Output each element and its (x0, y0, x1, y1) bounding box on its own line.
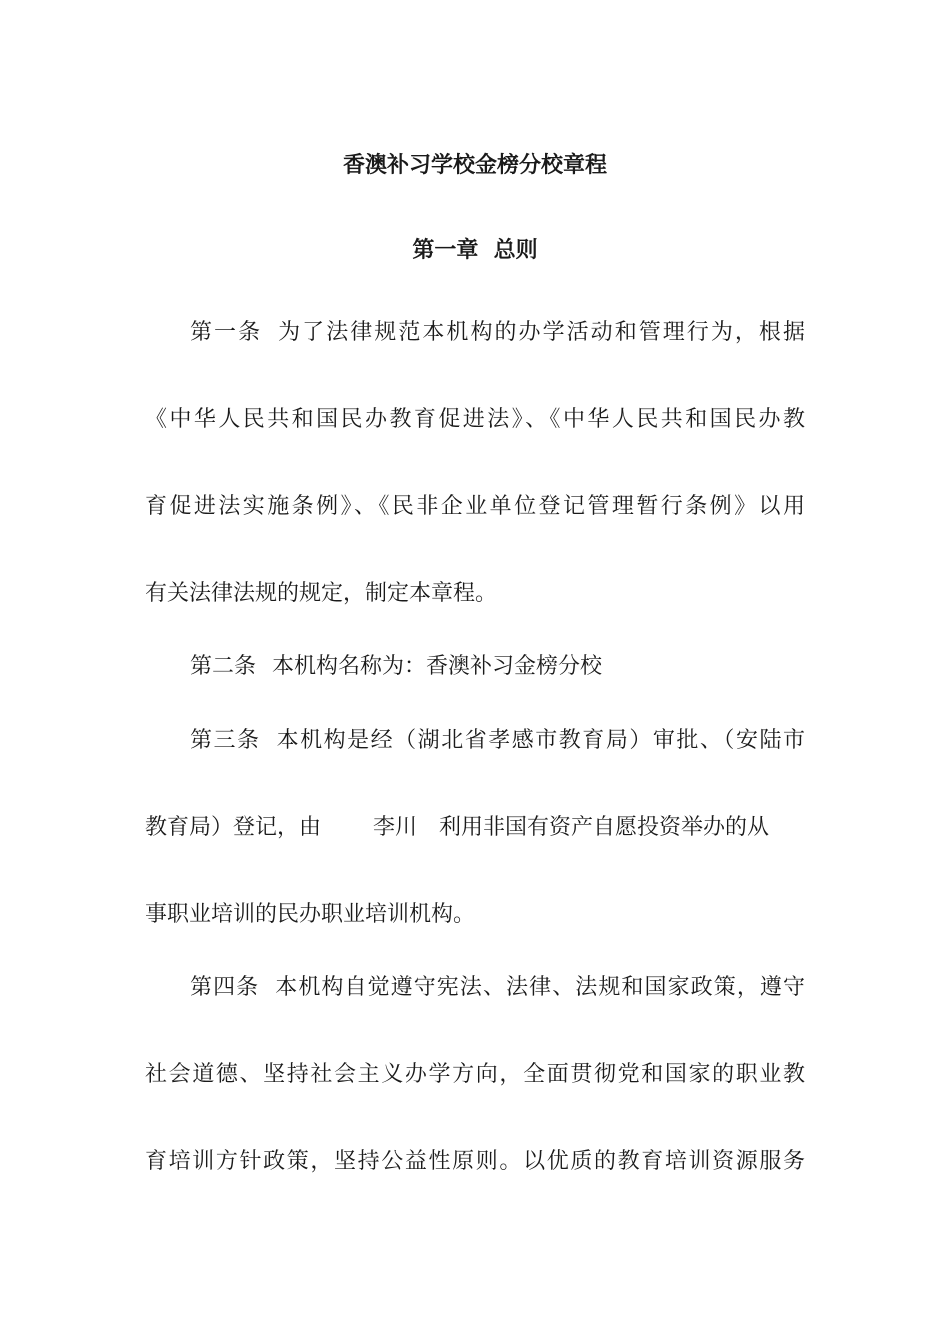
document-title: 香澳补习学校金榜分校章程 (342, 153, 607, 178)
article-3-text-2-post: 利用非国有资产自愿投资举办的从 (439, 815, 770, 840)
founder-name: 李川 (373, 815, 418, 840)
article-3-text-2-pre: 教育局）登记，由 (145, 815, 322, 840)
article-3-label: 第三条 (190, 728, 261, 753)
article-2-text-1: 本机构名称为：香澳补习金榜分校 (272, 654, 603, 679)
article-4-text-1: 本机构自觉遵守宪法、法律、法规和国家政策，遵守 (275, 975, 805, 1000)
article-1-line-4: 有关法律法规的规定，制定本章程。 (145, 581, 498, 606)
article-1-label: 第一条 (190, 320, 263, 345)
article-3-line-1 (145, 726, 805, 756)
article-1-text-1: 为了法律规范本机构的办学活动和管理行为，根据 (278, 320, 805, 345)
article-2-label: 第二条 (190, 654, 257, 679)
article-4-line-1 (145, 973, 805, 1003)
article-4-line-3: 育培训方针政策，坚持公益性原则。以优质的教育培训资源服务 (145, 1149, 805, 1174)
article-3-text-1: 本机构是经（湖北省孝感市教育局）审批、（安陆市 (276, 728, 805, 753)
article-4-line-2: 社会道德、坚持社会主义办学方向，全面贯彻党和国家的职业教 (145, 1062, 805, 1087)
chapter-title: 第一章 总则 (412, 238, 538, 263)
article-1-line-2: 《中华人民共和国民办教育促进法》、《中华人民共和国民办教 (145, 407, 805, 432)
article-2-line-1 (145, 652, 805, 682)
article-3-line-3: 事职业培训的民办职业培训机构。 (145, 902, 476, 927)
article-1-line-3: 育促进法实施条例》、《民非企业单位登记管理暂行条例》以用 (145, 494, 805, 519)
article-4-label: 第四条 (190, 975, 260, 1000)
article-3-line-2 (145, 813, 805, 843)
article-1-line-1 (145, 318, 805, 348)
